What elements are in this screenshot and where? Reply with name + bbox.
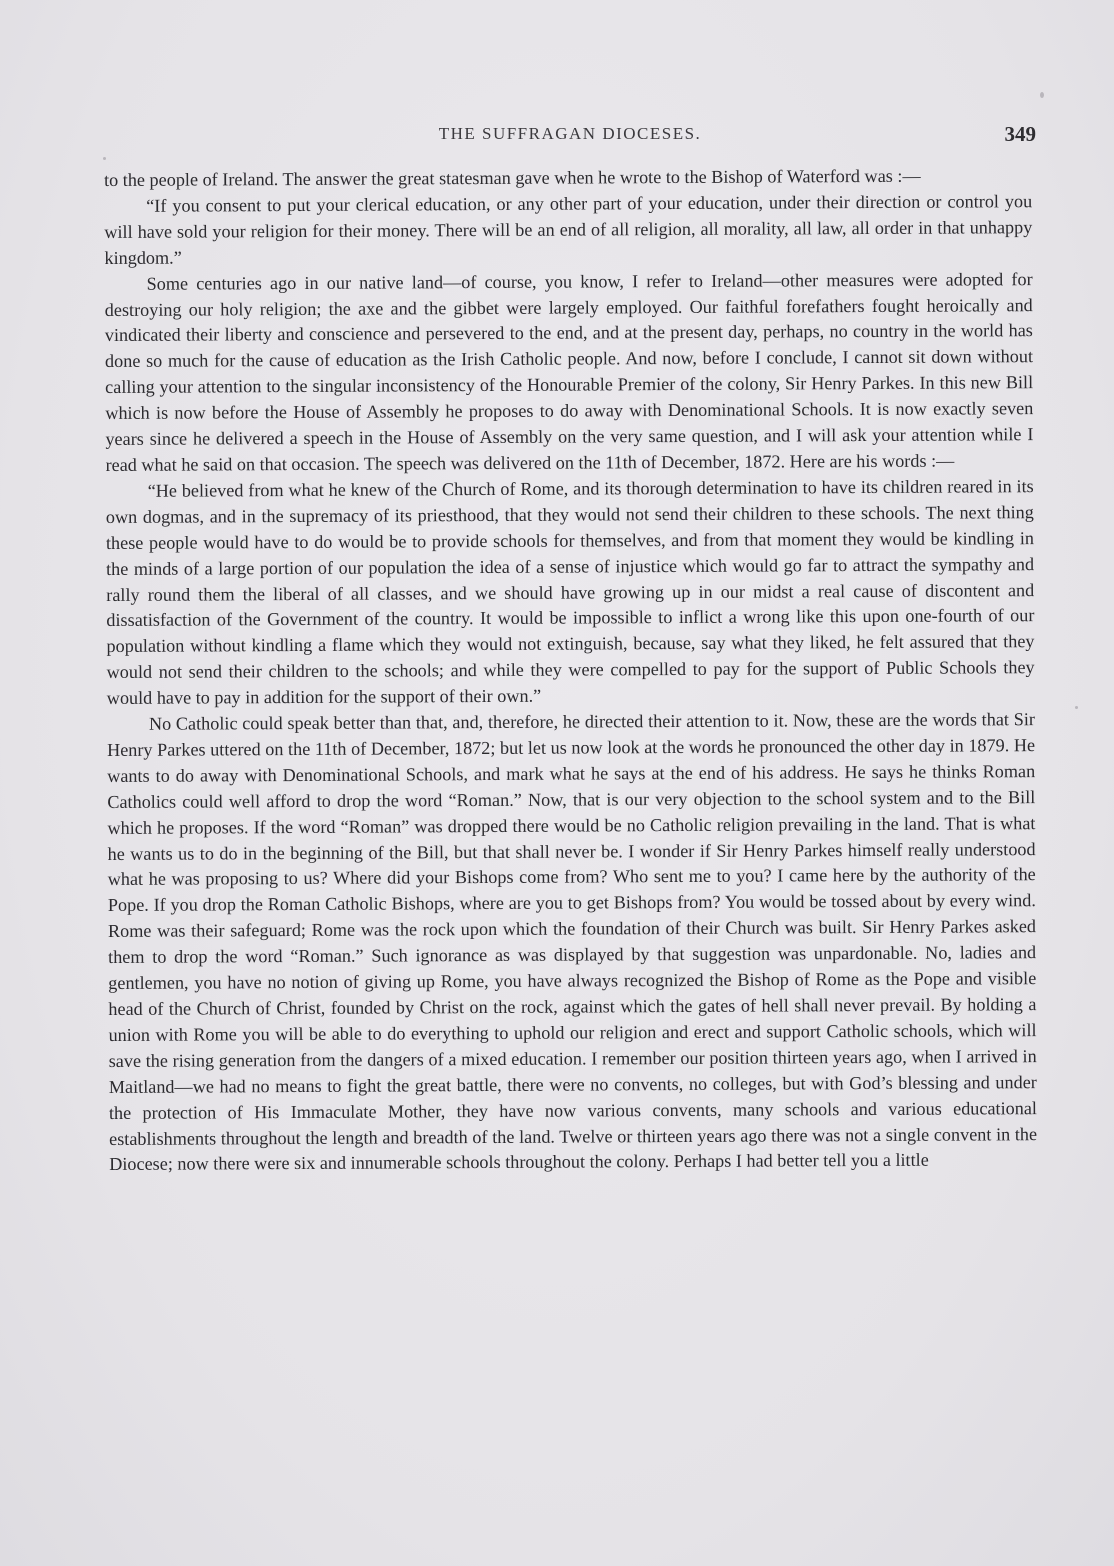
- body-text: [104, 163, 1037, 1178]
- ink-speck: [103, 157, 106, 160]
- paragraph: to the people of Ireland. The answer the great statesman gave when he wrote to the Bishop of Waterford was :—: [104, 165, 921, 190]
- quote-paragraph: “If you consent to put your clerical education, or any other part of your education, under their direction or control you will have sold your religion for their money. There will be an end of all religion, all morality, all law, all order in that unhappy kingdom.”: [104, 191, 1033, 268]
- quote-paragraph: “He believed from what he knew of the Church of Rome, and its thorough determination to have its children reared in its own dogmas, and in the supremacy of its priesthood, that they would not send their children to these schools. The next thing these people would have to do would be to provide schools for themselves, and from that moment they would be kindling in the minds of a large portion of our population the idea of a sense of injustice which would go far to attract the sympathy and rally round them the liberal of all classes, and we should have growing up in our midst a real cause of discontent and dissatisfaction of the Government of the country. It would be impossible to inflict a wrong like this upon one-fourth of our population without kindling a flame which they would not extinguish, because, say what they liked, he felt assured that they would not send their children to the schools; and while they were compelled to pay for the support of Public Schools they would have to pay in addition for the support of their own.”: [105, 476, 1035, 709]
- ink-speck: [1075, 706, 1078, 709]
- running-title: THE SUFFRAGAN DIOCESES.: [438, 124, 702, 143]
- page-number: 349: [1004, 122, 1036, 146]
- paragraph: No Catholic could speak better than that, and, therefore, he directed their attention to it. Now, these are the words that Sir Henry Parkes uttered on the 11th of December, 1872; but let us now look at the words he pronounced the other day in 1879. He wants to do away with Denominational Schools, and mark what he says at the end of his address. He says he thinks Roman Catholics could well afford to drop the word “Roman.” Now, that is our very objection to the school system and to the Bill which he proposes. If the word “Roman” was dropped there would be no Catholic religion prevailing in the land. That is what he wants us to do in the beginning of the Bill, but that shall never be. I wonder if Sir Henry Parkes himself really understood what he was proposing to us? Where did your Bishops come from? Who sent me to you? I came here by the authority of the Pope. If you drop the Roman Catholic Bishops, where are you to get Bishops from? You would be tossed about by every wind. Rome was their safeguard; Rome was the rock upon which the foundation of their Church was built. Sir Henry Parkes asked them to drop the word “Roman.” Such ignorance as was displayed by that suggestion was unpardonable. No, ladies and gentlemen, you have no notion of giving up Rome, you have always recognized the Bishop of Rome as the Pope and visible head of the Church of Christ, founded by Christ on the rock, against which the gates of hell shall never prevail. By holding a union with Rome you will be able to do everything to uphold our religion and erect and support Catholic schools, which will save the rising generation from the dangers of a mixed education. I remember our position thirteen years ago, when I arrived in Maitland—we had no means to fight the great battle, there were no convents, no colleges, but with God’s blessing and under the protection of His Immaculate Mother, they have now various convents, many schools and various educational establishments throughout the length and breadth of the land. Twelve or thirteen years ago there was not a single convent in the Diocese; now there were six and innumerable schools throughout the colony. Perhaps I had better tell you a little: [106, 709, 1038, 1175]
- running-head: [100, 122, 1040, 152]
- ink-speck: [1040, 92, 1044, 98]
- paragraph: Some centuries ago in our native land—of course, you know, I refer to Ireland—other measures were adopted for destroying our holy religion; the axe and the gibbet were largely employed. Our faithful forefathers fought heroically and vindicated their liberty and conscience and persevered to the end, and at the present day, perhaps, no country in the world has done so much for the cause of education as the Irish Catholic people. And now, before I conclude, I cannot sit down without calling your attention to the singular inconsistency of the Honourable Premier of the colony, Sir Henry Parkes. In this new Bill which is now before the House of Assembly he proposes to do away with Denominational Schools. It is now exactly seven years since he delivered a speech in the House of Assembly on the very same question, and I will ask your attention while I read what he said on that occasion. The speech was delivered on the 11th of December, 1872. Here are his words :—: [104, 268, 1034, 475]
